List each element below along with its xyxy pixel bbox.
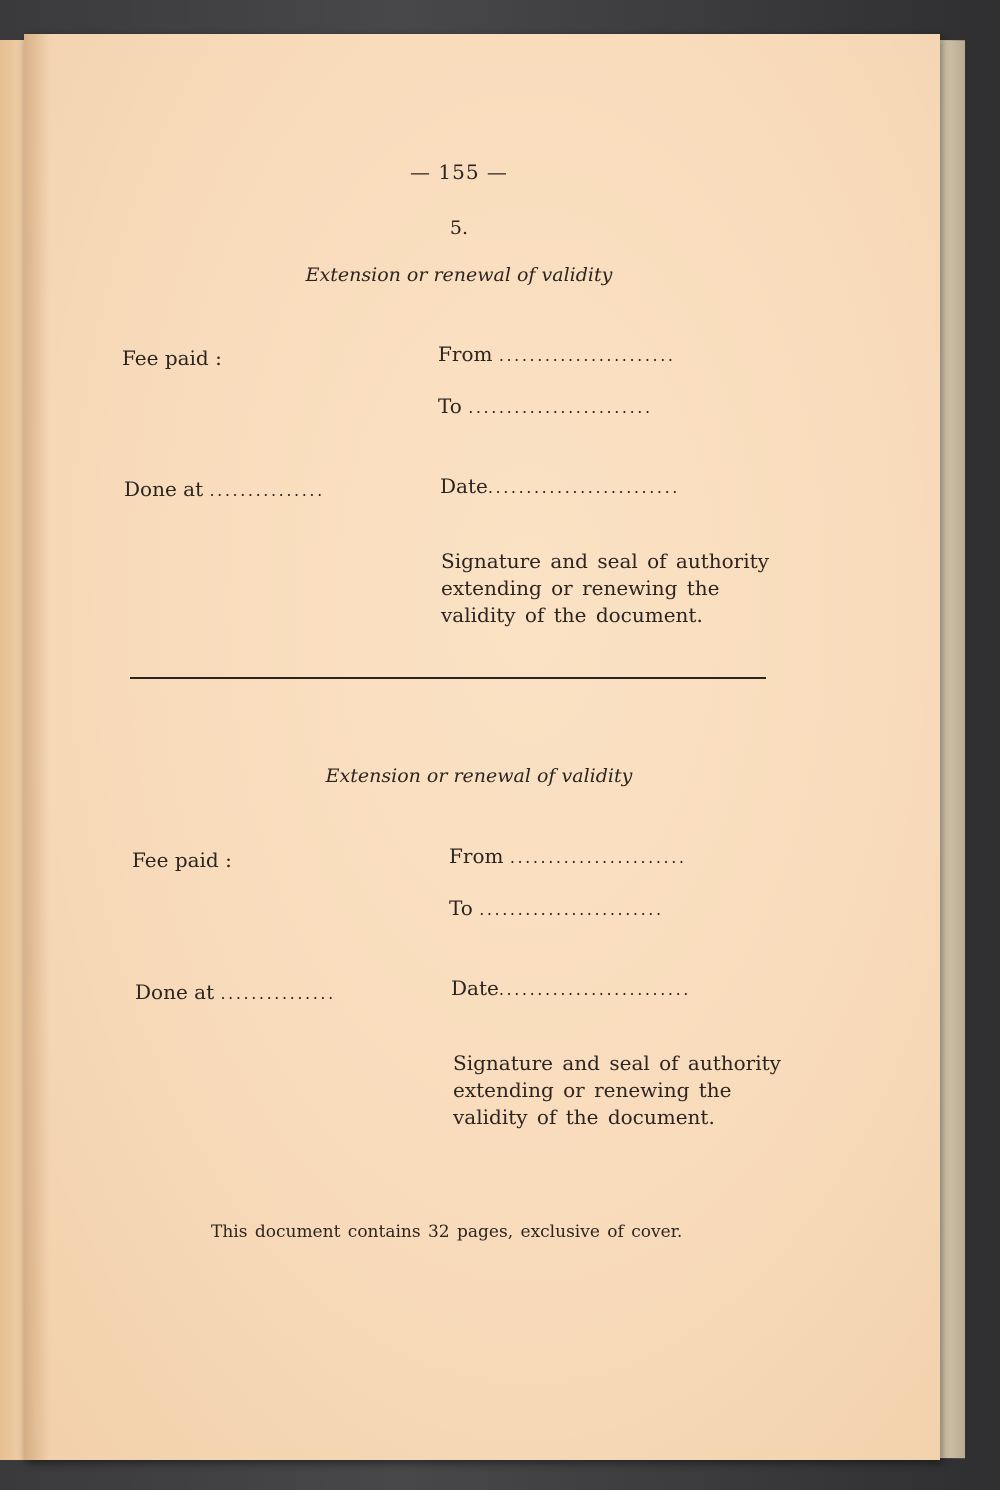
from-leader-dots: .......................: [498, 346, 676, 365]
signature-line: validity of the document.: [441, 603, 703, 627]
done-at-label: Done at: [135, 980, 215, 1004]
to-leader-dots: ........................: [468, 398, 653, 417]
document-page: [24, 34, 940, 1460]
section-divider: [130, 677, 766, 679]
from-label: From: [449, 844, 504, 868]
section-number: 5.: [449, 217, 469, 239]
signature-line: extending or renewing the: [453, 1078, 732, 1102]
page-count-note: This document contains 32 pages, exclusive of cover.: [211, 1222, 683, 1242]
page-number: — 155 —: [410, 160, 508, 184]
block-2-signature-note: [453, 1050, 793, 1131]
block-2-done-at-field: [135, 980, 336, 1004]
to-label: To: [449, 896, 473, 920]
from-label: From: [438, 342, 493, 366]
done-at-label: Done at: [124, 477, 204, 501]
date-label: Date: [451, 976, 499, 1000]
date-leader-dots: .........................: [498, 980, 691, 999]
block-1-to-field: [438, 394, 653, 418]
block-1-from-field: [438, 342, 676, 366]
done-at-leader-dots: ...............: [220, 984, 336, 1003]
block-2-heading: Extension or renewal of validity: [325, 765, 633, 787]
done-at-leader-dots: ...............: [209, 481, 325, 500]
to-label: To: [438, 394, 462, 418]
block-1-date-field: [440, 474, 680, 498]
block-1-done-at-field: [124, 477, 325, 501]
signature-line: Signature and seal of authority: [453, 1051, 781, 1075]
date-leader-dots: .........................: [487, 478, 680, 497]
signature-line: validity of the document.: [453, 1105, 715, 1129]
from-leader-dots: .......................: [509, 848, 687, 867]
block-2-date-field: [451, 976, 691, 1000]
block-2-to-field: [449, 896, 664, 920]
block-1-heading: Extension or renewal of validity: [305, 264, 613, 286]
date-label: Date: [440, 474, 488, 498]
to-leader-dots: ........................: [479, 900, 664, 919]
block-1-fee-paid-label: Fee paid :: [122, 346, 222, 370]
block-2-fee-paid-label: Fee paid :: [132, 848, 232, 872]
signature-line: Signature and seal of authority: [441, 549, 769, 573]
block-1-signature-note: [441, 548, 781, 629]
signature-line: extending or renewing the: [441, 576, 720, 600]
block-2-from-field: [449, 844, 687, 868]
